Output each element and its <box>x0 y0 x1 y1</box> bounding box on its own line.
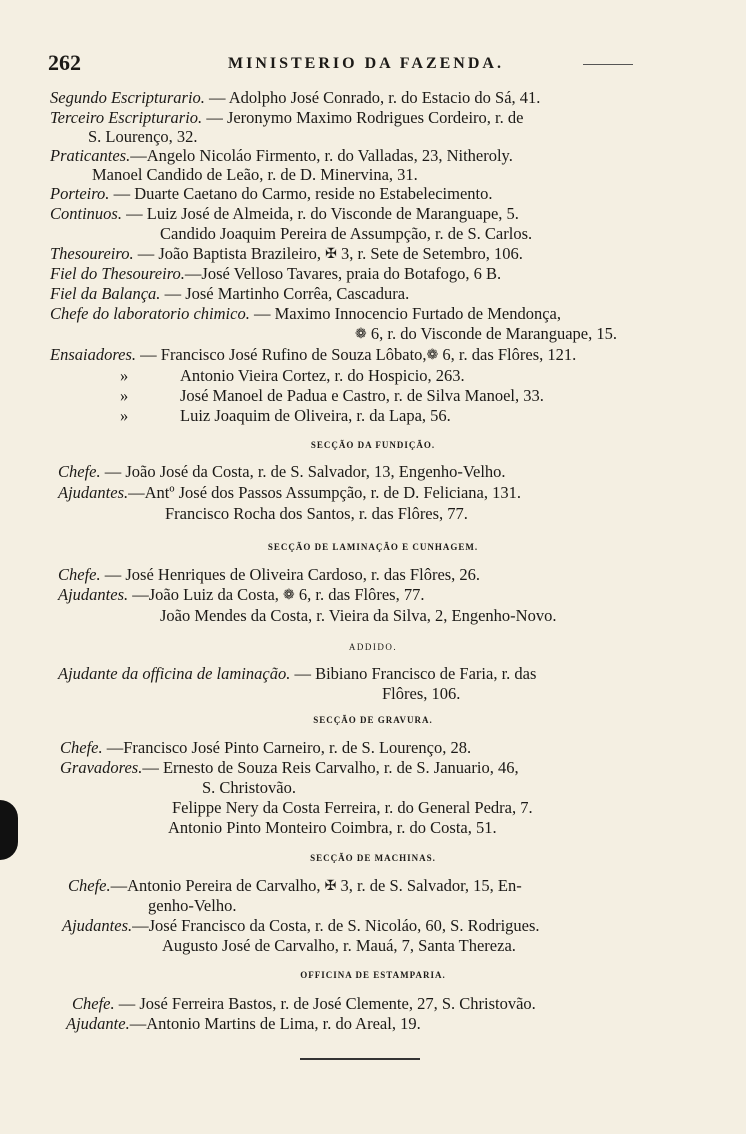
entry-line <box>202 778 296 798</box>
entry-label: Ajudantes. <box>58 483 129 502</box>
entry-text: Flôres, 106. <box>382 684 461 703</box>
entry-line <box>58 483 521 503</box>
entry-line <box>120 366 465 386</box>
entry-text: —João Luiz da Costa, <box>132 585 279 604</box>
entry-text: — José Martinho Corrêa, Cascadura. <box>164 284 410 303</box>
cross-order-icon: ✠ <box>325 247 337 262</box>
entry-line <box>58 585 424 607</box>
entry-label: Fiel da Balança. <box>50 284 161 303</box>
entry-text: —Antonio Martins de Lima, r. do Areal, 19. <box>129 1014 421 1033</box>
section-heading: OFFICINA DE ESTAMPARIA. <box>300 970 446 980</box>
entry-text: —Antº José dos Passos Assumpção, r. de D. Feliciana, 131. <box>128 483 521 502</box>
entry-text: 3, r. de S. Salvador, 15, En- <box>340 876 522 895</box>
entry-line <box>120 386 544 406</box>
running-head: MINISTERIO DA FAZENDA. <box>228 55 504 72</box>
entry-text: Manoel Candido de Leão, r. de D. Minervina, 31. <box>92 165 418 184</box>
entry-line <box>58 565 480 585</box>
entry-line <box>120 406 451 426</box>
entry-label: Chefe. <box>58 462 101 481</box>
entry-label: Ajudantes. <box>62 916 133 935</box>
section-heading: SECÇÃO DE MACHINAS. <box>310 853 436 863</box>
entry-text: — José Ferreira Bastos, r. de José Clemente, 27, S. Christovão. <box>118 994 536 1013</box>
entry-text: — José Henriques de Oliveira Cardoso, r. das Flôres, 26. <box>104 565 481 584</box>
entry-text: —José Velloso Tavares, praia do Botafogo, 6 B. <box>184 264 502 283</box>
entry-line <box>50 88 540 108</box>
section-heading: SECÇÃO DE GRAVURA. <box>313 715 433 725</box>
section-heading: SECÇÃO DE LAMINAÇÃO E CUNHAGEM. <box>267 542 479 552</box>
entry-label: Thesoureiro. <box>50 244 134 263</box>
entry-line <box>50 284 409 304</box>
entry-text: S. Lourenço, 32. <box>88 127 198 146</box>
entry-text: S. Christovão. <box>202 778 296 797</box>
entry-label: Continuos. <box>50 204 122 223</box>
entry-line <box>50 264 501 284</box>
entry-label: Terceiro Escripturario. <box>50 108 203 127</box>
entry-text: 6, r. do Visconde de Maranguape, 15. <box>370 324 618 343</box>
entry-text: — João Baptista Brazileiro, <box>137 244 321 263</box>
entry-text: Augusto José de Carvalho, r. Mauá, 7, Santa Thereza. <box>162 936 516 955</box>
entry-label: Chefe. <box>60 738 103 757</box>
entry-text: —Angelo Nicoláo Firmento, r. do Valladas, 23, Nitheroly. <box>130 146 513 165</box>
entry-label: Segundo Escripturario. <box>50 88 205 107</box>
entry-line <box>66 1014 421 1034</box>
entry-text: — Adolpho José Conrado, r. do Estacio do Sá, 41. <box>209 88 541 107</box>
entry-line <box>165 504 468 524</box>
entry-text: —Francisco José Pinto Carneiro, r. de S. Lourenço, 28. <box>106 738 472 757</box>
entry-text: Felippe Nery da Costa Ferreira, r. do General Pedra, 7. <box>172 798 533 817</box>
entry-label: Ajudante da officina de laminação. <box>58 664 291 683</box>
entry-text: Antonio Vieira Cortez, r. do Hospicio, 263. <box>180 366 465 385</box>
entry-text: — Duarte Caetano do Carmo, reside no Estabelecimento. <box>113 184 493 203</box>
rose-order-icon: ❁ <box>283 588 295 603</box>
entry-label: Chefe. <box>68 876 111 895</box>
entry-text: José Manoel de Padua e Castro, r. de Silva Manoel, 33. <box>180 386 544 405</box>
entry-text: 6, r. das Flôres, 77. <box>298 585 425 604</box>
ditto-mark: » <box>120 366 129 385</box>
entry-text: — João José da Costa, r. de S. Salvador, 13, Engenho-Velho. <box>104 462 506 481</box>
entry-text: genho-Velho. <box>148 896 237 915</box>
entry-text: 3, r. Sete de Setembro, 106. <box>340 244 523 263</box>
entry-label: Porteiro. <box>50 184 110 203</box>
page-number: 262 <box>48 50 81 75</box>
rose-order-icon: ❁ <box>355 327 367 342</box>
entry-text: —Antonio Pereira de Carvalho, <box>110 876 321 895</box>
entry-line <box>50 108 523 128</box>
entry-text: Antonio Pinto Monteiro Coimbra, r. do Costa, 51. <box>168 818 497 837</box>
entry-label: Praticantes. <box>50 146 131 165</box>
entry-text: Luiz Joaquim de Oliveira, r. da Lapa, 56. <box>180 406 451 425</box>
entry-text: — Maximo Innocencio Furtado de Mendonça, <box>253 304 561 323</box>
cross-order-icon: ✠ <box>324 879 337 894</box>
entry-line <box>160 606 556 626</box>
header-rule <box>583 64 633 65</box>
entry-text: Francisco Rocha dos Santos, r. das Flôres, 77. <box>165 504 468 523</box>
entry-line <box>50 184 492 204</box>
entry-line <box>62 916 540 936</box>
entry-line <box>355 324 617 346</box>
entry-text: João Mendes da Costa, r. Vieira da Silva, 2, Engenho-Novo. <box>160 606 557 625</box>
entry-label: Gravadores. <box>60 758 143 777</box>
entry-label: Chefe. <box>72 994 115 1013</box>
entry-label: Chefe. <box>58 565 101 584</box>
entry-line <box>92 165 418 185</box>
entry-line <box>50 345 576 367</box>
entry-line <box>50 146 513 166</box>
entry-text: 6, r. das Flôres, 121. <box>442 345 577 364</box>
entry-text: Candido Joaquim Pereira de Assumpção, r. de S. Carlos. <box>160 224 533 243</box>
entry-text: — Jeronymo Maximo Rodrigues Cordeiro, r. de <box>206 108 524 127</box>
entry-line <box>50 204 519 224</box>
entry-line <box>60 758 519 778</box>
entry-line <box>162 936 516 956</box>
page-header <box>48 50 698 80</box>
entry-text: — Francisco José Rufino de Souza Lôbato, <box>140 345 427 364</box>
entry-line <box>382 684 460 704</box>
rose-order-icon: ❁ <box>426 348 439 363</box>
entry-line <box>172 798 533 818</box>
ink-blot <box>0 800 18 860</box>
bottom-rule <box>300 1058 420 1060</box>
entry-line <box>58 664 536 684</box>
entry-line <box>148 896 236 916</box>
entry-line <box>168 818 497 838</box>
entry-line <box>50 244 523 266</box>
section-heading: SECÇÃO DA FUNDIÇÃO. <box>310 440 436 450</box>
entry-text: — Ernesto de Souza Reis Carvalho, r. de S. Januario, 46, <box>142 758 519 777</box>
entry-label: Ajudantes. <box>58 585 129 604</box>
ditto-mark: » <box>120 386 129 405</box>
entry-text: —José Francisco da Costa, r. de S. Nicoláo, 60, S. Rodrigues. <box>132 916 540 935</box>
entry-line <box>68 876 522 898</box>
entry-text: — Bibiano Francisco de Faria, r. das <box>294 664 537 683</box>
entry-label: Ajudante. <box>66 1014 130 1033</box>
entry-line <box>88 127 198 147</box>
ditto-mark: » <box>120 406 129 425</box>
section-heading: ADDIDO. <box>348 642 398 652</box>
entry-line <box>50 304 561 324</box>
entry-label: Chefe do laboratorio chimico. <box>50 304 250 323</box>
entry-line <box>60 738 471 758</box>
entry-line <box>58 462 506 482</box>
entry-line <box>72 994 536 1014</box>
entry-label: Ensaiadores. <box>50 345 137 364</box>
entry-line <box>160 224 532 244</box>
entry-label: Fiel do Thesoureiro. <box>50 264 185 283</box>
entry-text: — Luiz José de Almeida, r. do Visconde de Maranguape, 5. <box>126 204 519 223</box>
